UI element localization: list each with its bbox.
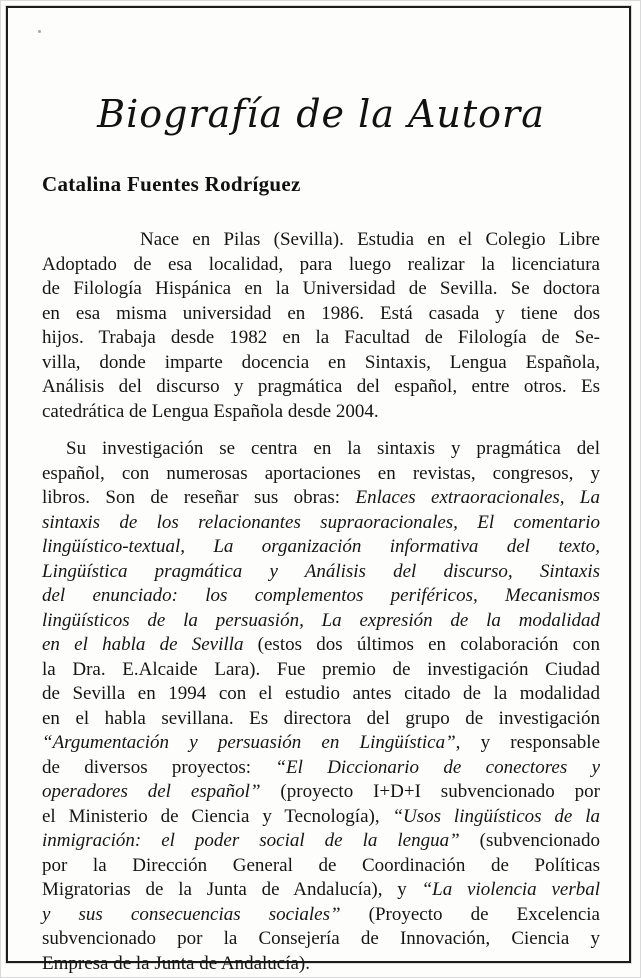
italic-text-run: inmigración: el poder social de la lengua”	[42, 830, 460, 851]
text-line	[42, 302, 600, 327]
italic-text-run: del enunciado: los complementos periféricos, Mecanismos	[42, 585, 600, 606]
text-line	[42, 462, 600, 487]
author-heading: Catalina Fuentes Rodríguez	[42, 172, 301, 196]
text-run: en el habla sevillana. Es directora del grupo de investigación	[42, 707, 600, 729]
text-run: catedrática de Lengua Española desde 2004.	[42, 400, 379, 422]
italic-text-run: y sus consecuencias sociales”	[42, 903, 341, 925]
scan-speck	[38, 30, 41, 33]
text-line	[42, 707, 600, 732]
text-line	[42, 511, 600, 536]
text-run: español, con numerosas aportaciones en revistas, congresos, y	[42, 462, 600, 484]
text-line	[42, 658, 600, 683]
text-line	[42, 633, 600, 658]
italic-text-run: Enlaces extraoracionales, La	[355, 487, 600, 508]
text-line	[42, 400, 600, 425]
text-run: la Dra. E.Alcaide Lara). Fue premio de investigación Ciudad	[42, 658, 600, 680]
text-run: en esa misma universidad en 1986. Está casada y tiene dos	[42, 302, 600, 324]
text-line	[42, 927, 600, 952]
italic-text-run: lingüístico-textual, La organización informativa del texto,	[42, 536, 600, 557]
paragraph	[42, 228, 600, 424]
text-line	[42, 351, 600, 376]
italic-text-run: operadores del español”	[42, 781, 261, 802]
text-run: subvencionado por la Consejería de Innovación, Ciencia y	[42, 928, 600, 949]
text-line	[42, 584, 600, 609]
text-run: , y responsable	[455, 732, 601, 753]
italic-text-run: “El Diccionario de conectores y	[275, 756, 601, 778]
text-line	[42, 253, 600, 278]
text-line	[42, 878, 600, 903]
text-run: Adoptado de esa localidad, para luego realizar la licenciatura	[42, 253, 600, 275]
text-run: (subvencionado	[459, 830, 600, 851]
italic-text-run: lingüísticos de la persuasión, La expresión de la modalidad	[42, 609, 600, 631]
italic-text-run: Lingüística pragmática y Análisis del discurso, Sintaxis	[42, 560, 600, 582]
text-line	[42, 535, 600, 560]
text-line	[42, 854, 600, 879]
text-line	[42, 326, 600, 351]
text-line	[42, 952, 600, 977]
text-run: de Filología Hispánica en la Universidad de Sevilla. Se doctora	[42, 278, 600, 299]
italic-text-run: “Argumentación y persuasión en Lingüística”	[42, 732, 456, 753]
text-run: Análisis del discurso y pragmática del español, entre otros. Es	[42, 376, 600, 397]
biography-text	[42, 228, 600, 976]
text-run: (Proyecto de Excelencia	[340, 903, 600, 925]
italic-text-run: sintaxis de los relacionantes supraoracionales, El comentario	[42, 511, 600, 533]
text-run: de diversos proyectos:	[42, 756, 276, 778]
text-run: (proyecto I+D+I subvencionado por	[260, 781, 600, 802]
text-run: Empresa de la Junta de Andalucía).	[42, 952, 311, 974]
text-run: Su investigación se centra en la sintaxis y pragmática del	[66, 438, 600, 459]
text-run: libros. Son de reseñar sus obras:	[42, 487, 356, 508]
text-line	[42, 375, 600, 400]
italic-text-run: “La violencia verbal	[421, 879, 600, 900]
text-line	[42, 780, 600, 805]
text-run: (estos dos últimos en colaboración con	[243, 634, 600, 655]
text-run: Nace en Pilas (Sevilla). Estudia en el Colegio Libre	[140, 229, 600, 250]
text-line	[42, 486, 600, 511]
text-line	[42, 805, 600, 830]
text-run: Migratorias de la Junta de Andalucía), y	[42, 879, 422, 900]
page-title: Biografía de la Autora	[97, 92, 545, 136]
text-run: el Ministerio de Ciencia y Tecnología),	[42, 805, 393, 827]
text-line	[42, 437, 600, 462]
text-line	[42, 756, 600, 781]
text-run: hijos. Trabaja desde 1982 en la Facultad de Filología de Se-	[42, 327, 600, 348]
italic-text-run: “Usos lingüísticos de la	[392, 805, 600, 827]
paragraph	[42, 437, 600, 976]
text-line	[42, 903, 600, 928]
text-line	[42, 731, 600, 756]
text-line	[42, 829, 600, 854]
text-line	[42, 560, 600, 585]
text-line	[42, 277, 600, 302]
text-run: de Sevilla en 1994 con el estudio antes citado de la modalidad	[42, 683, 600, 704]
text-run: villa, donde imparte docencia en Sintaxis, Lengua Española,	[42, 351, 600, 373]
text-line	[42, 682, 600, 707]
text-line	[42, 609, 600, 634]
italic-text-run: en el habla de Sevilla	[42, 634, 244, 655]
text-run: por la Dirección General de Coordinación de Políticas	[42, 854, 600, 876]
text-line	[42, 228, 600, 253]
